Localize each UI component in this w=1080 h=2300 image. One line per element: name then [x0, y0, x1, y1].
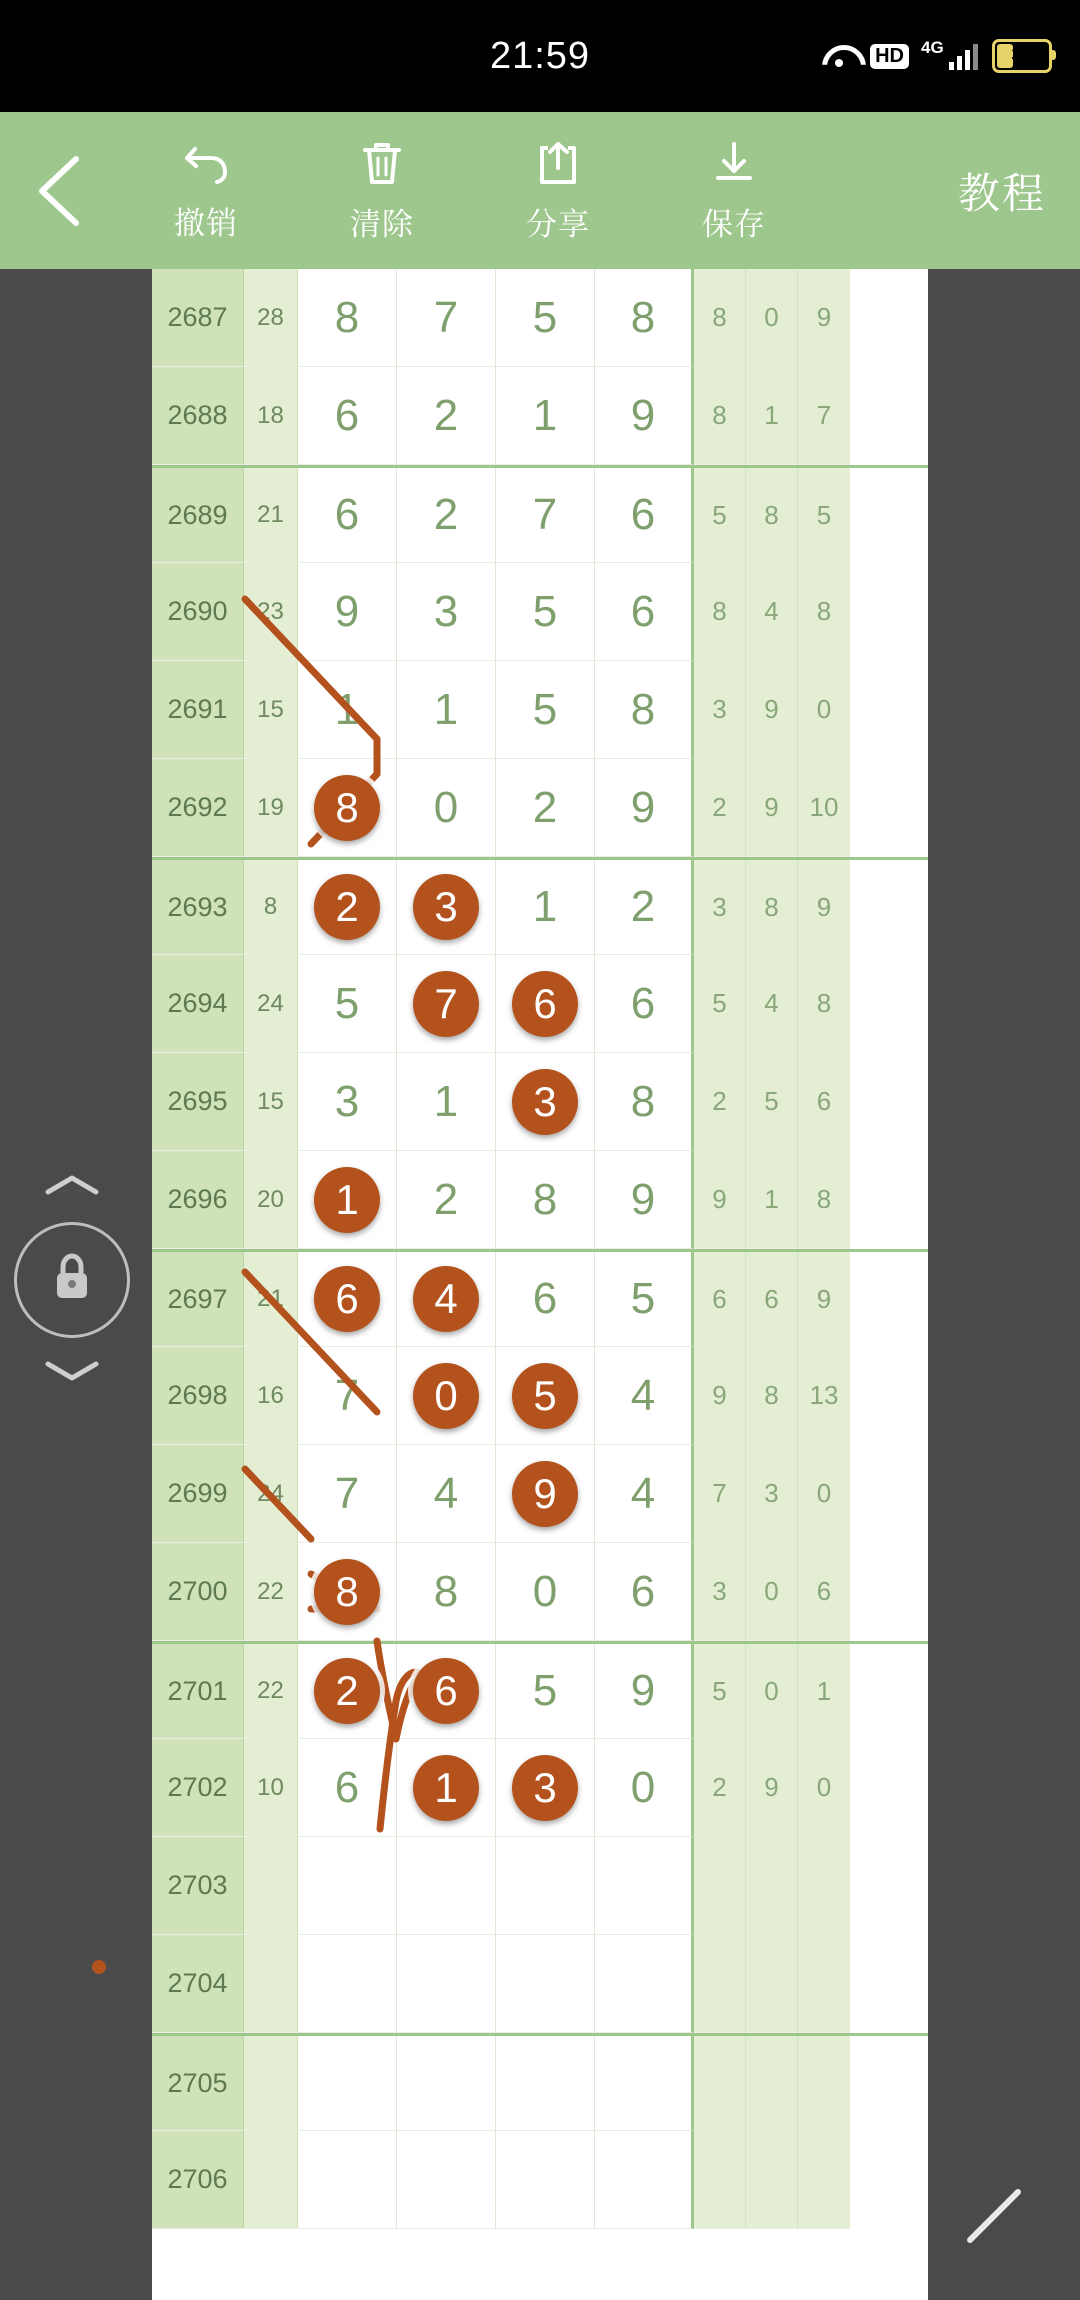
- number-cell[interactable]: [397, 1739, 496, 1837]
- table-row[interactable]: [152, 465, 928, 563]
- row-index-cell: 2694: [152, 955, 244, 1053]
- row-sum-cell: 28: [244, 269, 298, 367]
- stat-cell: 9: [798, 1252, 850, 1347]
- row-index-cell: 2703: [152, 1837, 244, 1935]
- number-cell[interactable]: 8: [397, 1543, 496, 1641]
- stat-cell: 8: [694, 563, 746, 661]
- number-cell[interactable]: 2: [397, 367, 496, 465]
- stat-cell: 7: [798, 367, 850, 465]
- marked-number[interactable]: 9: [512, 1461, 578, 1527]
- row-index-cell: 2690: [152, 563, 244, 661]
- stat-cell: 9: [746, 1739, 798, 1837]
- stat-cell: 8: [798, 1151, 850, 1249]
- network-type-label: 4G: [921, 38, 944, 57]
- marked-number[interactable]: 3: [512, 1755, 578, 1821]
- number-cell[interactable]: [298, 2036, 397, 2131]
- number-cell[interactable]: [397, 1935, 496, 2033]
- row-sum-cell: 22: [244, 1543, 298, 1641]
- undo-label: 撤销: [174, 205, 238, 241]
- number-cell[interactable]: [595, 1935, 694, 2033]
- save-icon: [710, 138, 758, 193]
- row-sum-cell: [244, 2036, 298, 2131]
- row-sum-cell: 20: [244, 1151, 298, 1249]
- row-index-cell: 2700: [152, 1543, 244, 1641]
- stat-cell: 5: [798, 468, 850, 563]
- marked-number[interactable]: 2: [314, 1658, 380, 1724]
- battery-level-label: 34: [1011, 45, 1033, 66]
- number-cell[interactable]: [496, 1053, 595, 1151]
- number-cell[interactable]: [298, 2131, 397, 2229]
- number-cell[interactable]: 8: [595, 269, 694, 367]
- stat-cell: 8: [746, 1347, 798, 1445]
- marked-number[interactable]: 1: [314, 1167, 380, 1233]
- table-row[interactable]: [152, 1543, 928, 1641]
- back-chevron-icon: [32, 153, 86, 229]
- number-cell[interactable]: 1: [397, 1053, 496, 1151]
- number-cell[interactable]: 9: [595, 759, 694, 857]
- number-cell[interactable]: 5: [496, 1644, 595, 1739]
- stat-cell: [798, 1837, 850, 1935]
- number-cell[interactable]: 3: [397, 563, 496, 661]
- stat-cell: 6: [746, 1252, 798, 1347]
- number-cell[interactable]: [496, 955, 595, 1053]
- row-sum-cell: 18: [244, 367, 298, 465]
- stat-cell: 2: [694, 1053, 746, 1151]
- stat-cell: [694, 1935, 746, 2033]
- number-cell[interactable]: 9: [595, 367, 694, 465]
- number-cell[interactable]: [397, 860, 496, 955]
- number-cell[interactable]: [397, 1837, 496, 1935]
- stat-cell: 2: [694, 1739, 746, 1837]
- number-cell[interactable]: [397, 1347, 496, 1445]
- table-row[interactable]: [152, 563, 928, 661]
- row-index-cell: 2692: [152, 759, 244, 857]
- number-cell[interactable]: 5: [496, 661, 595, 759]
- number-cell[interactable]: 9: [595, 1644, 694, 1739]
- row-index-cell: 2701: [152, 1644, 244, 1739]
- stat-cell: [798, 1935, 850, 2033]
- status-icon-group: [822, 39, 1052, 73]
- app-toolbar: [0, 112, 1080, 269]
- table-row[interactable]: [152, 1837, 928, 1935]
- row-index-cell: 2687: [152, 269, 244, 367]
- number-cell[interactable]: 6: [496, 1252, 595, 1347]
- number-cell[interactable]: 0: [397, 759, 496, 857]
- table-row[interactable]: [152, 269, 928, 367]
- marked-number[interactable]: 0: [413, 1363, 479, 1429]
- number-cell[interactable]: 9: [595, 1151, 694, 1249]
- table-row[interactable]: [152, 759, 928, 857]
- stat-cell: 0: [746, 269, 798, 367]
- stat-cell: 3: [694, 860, 746, 955]
- number-cell[interactable]: 0: [595, 1739, 694, 1837]
- stat-cell: [746, 1837, 798, 1935]
- number-cell[interactable]: [496, 1837, 595, 1935]
- stat-cell: 3: [746, 1445, 798, 1543]
- stat-cell: 0: [746, 1543, 798, 1641]
- row-sum-cell: [244, 2131, 298, 2229]
- row-sum-cell: 21: [244, 468, 298, 563]
- row-sum-cell: 15: [244, 1053, 298, 1151]
- row-sum-cell: 24: [244, 955, 298, 1053]
- number-cell[interactable]: [496, 1935, 595, 2033]
- number-cell[interactable]: [595, 2131, 694, 2229]
- row-sum-cell: 22: [244, 1644, 298, 1739]
- number-cell[interactable]: [397, 955, 496, 1053]
- row-sum-cell: [244, 1837, 298, 1935]
- stat-cell: 9: [694, 1151, 746, 1249]
- number-cell[interactable]: [397, 1252, 496, 1347]
- stat-cell: 4: [746, 563, 798, 661]
- stat-cell: 5: [694, 1644, 746, 1739]
- row-index-cell: 2704: [152, 1935, 244, 2033]
- row-index-cell: 2689: [152, 468, 244, 563]
- stat-cell: [694, 2131, 746, 2229]
- stat-cell: 9: [798, 860, 850, 955]
- table-row[interactable]: [152, 1739, 928, 1837]
- stat-cell: 5: [694, 955, 746, 1053]
- number-cell[interactable]: 4: [595, 1445, 694, 1543]
- marked-number[interactable]: 6: [314, 1266, 380, 1332]
- stat-cell: [694, 1837, 746, 1935]
- stat-cell: 9: [746, 661, 798, 759]
- stat-cell: [798, 2036, 850, 2131]
- number-cell[interactable]: 4: [397, 1445, 496, 1543]
- stat-cell: 0: [746, 1644, 798, 1739]
- float-lock-control[interactable]: [12, 1150, 132, 1410]
- lottery-trend-table[interactable]: [152, 269, 928, 2300]
- number-cell[interactable]: 6: [595, 468, 694, 563]
- number-cell[interactable]: [298, 1935, 397, 2033]
- stat-cell: 3: [694, 661, 746, 759]
- table-row[interactable]: [152, 857, 928, 955]
- row-sum-cell: 24: [244, 1445, 298, 1543]
- number-cell[interactable]: 5: [595, 1252, 694, 1347]
- number-cell[interactable]: 6: [298, 367, 397, 465]
- number-cell[interactable]: 7: [496, 468, 595, 563]
- number-cell[interactable]: [298, 1151, 397, 1249]
- number-cell[interactable]: 6: [595, 1543, 694, 1641]
- number-cell[interactable]: 1: [397, 661, 496, 759]
- stat-cell: 9: [798, 269, 850, 367]
- number-cell[interactable]: [595, 1837, 694, 1935]
- stat-cell: 8: [798, 563, 850, 661]
- marked-number[interactable]: 5: [512, 1363, 578, 1429]
- stat-cell: 8: [694, 269, 746, 367]
- stat-cell: 5: [694, 468, 746, 563]
- stat-cell: 9: [694, 1347, 746, 1445]
- record-dot-icon: [92, 1960, 106, 1974]
- trash-icon: [359, 138, 405, 193]
- hd-icon: HD: [870, 44, 909, 69]
- number-cell[interactable]: [397, 2131, 496, 2229]
- number-cell[interactable]: 8: [496, 1151, 595, 1249]
- stat-cell: [798, 2131, 850, 2229]
- table-row[interactable]: [152, 1347, 928, 1445]
- row-index-cell: 2706: [152, 2131, 244, 2229]
- stat-cell: [746, 1935, 798, 2033]
- row-sum-cell: [244, 1935, 298, 2033]
- stat-cell: 0: [798, 661, 850, 759]
- undo-button[interactable]: [118, 112, 294, 269]
- table-row[interactable]: [152, 1249, 928, 1347]
- number-cell[interactable]: 1: [496, 860, 595, 955]
- row-sum-cell: 19: [244, 759, 298, 857]
- status-clock: 21:59: [489, 34, 591, 77]
- row-index-cell: 2691: [152, 661, 244, 759]
- number-cell[interactable]: 2: [397, 468, 496, 563]
- number-cell[interactable]: [298, 1252, 397, 1347]
- number-cell[interactable]: [397, 1644, 496, 1739]
- marked-number[interactable]: 6: [512, 971, 578, 1037]
- marked-number[interactable]: 6: [413, 1658, 479, 1724]
- marked-number[interactable]: 7: [413, 971, 479, 1037]
- number-cell[interactable]: 6: [595, 563, 694, 661]
- stat-cell: 2: [694, 759, 746, 857]
- number-cell[interactable]: 6: [298, 1739, 397, 1837]
- number-cell[interactable]: 6: [298, 468, 397, 563]
- stat-cell: 10: [798, 759, 850, 857]
- number-cell[interactable]: 7: [298, 1445, 397, 1543]
- lock-button[interactable]: [14, 1222, 130, 1338]
- table-row[interactable]: [152, 1641, 928, 1739]
- table-row[interactable]: [152, 661, 928, 759]
- table-row[interactable]: [152, 1935, 928, 2033]
- row-index-cell: 2705: [152, 2036, 244, 2131]
- stat-cell: [746, 2036, 798, 2131]
- stat-cell: 8: [694, 367, 746, 465]
- pen-icon[interactable]: [960, 2180, 1030, 2250]
- clear-button[interactable]: [294, 112, 470, 269]
- number-cell[interactable]: [298, 1644, 397, 1739]
- stat-cell: 9: [746, 759, 798, 857]
- number-cell[interactable]: [298, 1837, 397, 1935]
- table-row[interactable]: [152, 2033, 928, 2131]
- row-index-cell: 2696: [152, 1151, 244, 1249]
- marked-number[interactable]: 8: [314, 775, 380, 841]
- table-row[interactable]: [152, 955, 928, 1053]
- wifi-icon: [822, 43, 856, 69]
- chevron-up-icon[interactable]: [44, 1170, 100, 1204]
- row-index-cell: 2697: [152, 1252, 244, 1347]
- undo-icon: [181, 139, 231, 192]
- number-cell[interactable]: 6: [595, 955, 694, 1053]
- stat-cell: 4: [746, 955, 798, 1053]
- row-index-cell: 2688: [152, 367, 244, 465]
- row-index-cell: 2702: [152, 1739, 244, 1837]
- stat-cell: 8: [798, 955, 850, 1053]
- stat-cell: 6: [694, 1252, 746, 1347]
- chevron-down-icon[interactable]: [44, 1356, 100, 1390]
- marked-number[interactable]: 8: [314, 1559, 380, 1625]
- stat-cell: 6: [798, 1053, 850, 1151]
- row-sum-cell: 15: [244, 661, 298, 759]
- row-index-cell: 2698: [152, 1347, 244, 1445]
- marked-number[interactable]: 1: [413, 1755, 479, 1821]
- stat-cell: 8: [746, 468, 798, 563]
- number-cell[interactable]: 1: [496, 367, 595, 465]
- clear-label: 清除: [350, 206, 414, 242]
- tutorial-button[interactable]: 教程: [957, 169, 1046, 217]
- marked-number[interactable]: 3: [512, 1069, 578, 1135]
- table-row[interactable]: [152, 1445, 928, 1543]
- row-sum-cell: 21: [244, 1252, 298, 1347]
- number-cell[interactable]: [397, 2036, 496, 2131]
- back-button[interactable]: [0, 112, 118, 269]
- number-cell[interactable]: [298, 759, 397, 857]
- stat-cell: [694, 2036, 746, 2131]
- number-cell[interactable]: 0: [496, 1543, 595, 1641]
- marked-number[interactable]: 4: [413, 1266, 479, 1332]
- number-cell[interactable]: [298, 1543, 397, 1641]
- number-cell[interactable]: 2: [397, 1151, 496, 1249]
- number-cell[interactable]: 7: [298, 1347, 397, 1445]
- marked-number[interactable]: 2: [314, 874, 380, 940]
- share-label: 分享: [526, 206, 590, 242]
- number-cell[interactable]: 7: [397, 269, 496, 367]
- number-cell[interactable]: [298, 860, 397, 955]
- number-cell[interactable]: [496, 1739, 595, 1837]
- number-cell[interactable]: 1: [298, 661, 397, 759]
- number-cell[interactable]: 8: [595, 1053, 694, 1151]
- number-cell[interactable]: 9: [298, 563, 397, 661]
- share-button[interactable]: [470, 112, 646, 269]
- number-cell[interactable]: [496, 1347, 595, 1445]
- stat-cell: 3: [694, 1543, 746, 1641]
- stat-cell: 0: [798, 1445, 850, 1543]
- number-cell[interactable]: 4: [595, 1347, 694, 1445]
- marked-number[interactable]: 3: [413, 874, 479, 940]
- stat-cell: 6: [798, 1543, 850, 1641]
- stat-cell: 5: [746, 1053, 798, 1151]
- number-cell[interactable]: 2: [496, 759, 595, 857]
- row-sum-cell: 16: [244, 1347, 298, 1445]
- number-cell[interactable]: [496, 1445, 595, 1543]
- row-sum-cell: 8: [244, 860, 298, 955]
- number-cell[interactable]: 3: [298, 1053, 397, 1151]
- battery-icon: [992, 39, 1052, 73]
- number-cell[interactable]: 5: [298, 955, 397, 1053]
- signal-bars: [949, 44, 978, 70]
- number-cell[interactable]: [496, 2036, 595, 2131]
- stat-cell: 7: [694, 1445, 746, 1543]
- status-bar: [0, 0, 1080, 112]
- stat-cell: [746, 2131, 798, 2229]
- stat-cell: 1: [746, 1151, 798, 1249]
- stat-cell: 8: [746, 860, 798, 955]
- number-cell[interactable]: [496, 2131, 595, 2229]
- number-cell[interactable]: [595, 2036, 694, 2131]
- table-row[interactable]: [152, 1053, 928, 1151]
- number-cell[interactable]: 8: [298, 269, 397, 367]
- signal-icon: [921, 38, 978, 70]
- stat-cell: 1: [798, 1644, 850, 1739]
- row-index-cell: 2693: [152, 860, 244, 955]
- save-button[interactable]: [646, 112, 822, 269]
- lock-icon: [49, 1251, 95, 1310]
- row-index-cell: 2699: [152, 1445, 244, 1543]
- table-row[interactable]: [152, 1151, 928, 1249]
- number-cell[interactable]: 2: [595, 860, 694, 955]
- table-body: [152, 269, 928, 2229]
- stat-cell: 0: [798, 1739, 850, 1837]
- row-sum-cell: 23: [244, 563, 298, 661]
- share-icon: [534, 138, 582, 193]
- number-cell[interactable]: 5: [496, 269, 595, 367]
- row-sum-cell: 10: [244, 1739, 298, 1837]
- stat-cell: 1: [746, 367, 798, 465]
- stat-cell: 13: [798, 1347, 850, 1445]
- number-cell[interactable]: 8: [595, 661, 694, 759]
- save-label: 保存: [702, 206, 766, 242]
- table-row[interactable]: [152, 367, 928, 465]
- row-index-cell: 2695: [152, 1053, 244, 1151]
- table-row[interactable]: [152, 2131, 928, 2229]
- number-cell[interactable]: 5: [496, 563, 595, 661]
